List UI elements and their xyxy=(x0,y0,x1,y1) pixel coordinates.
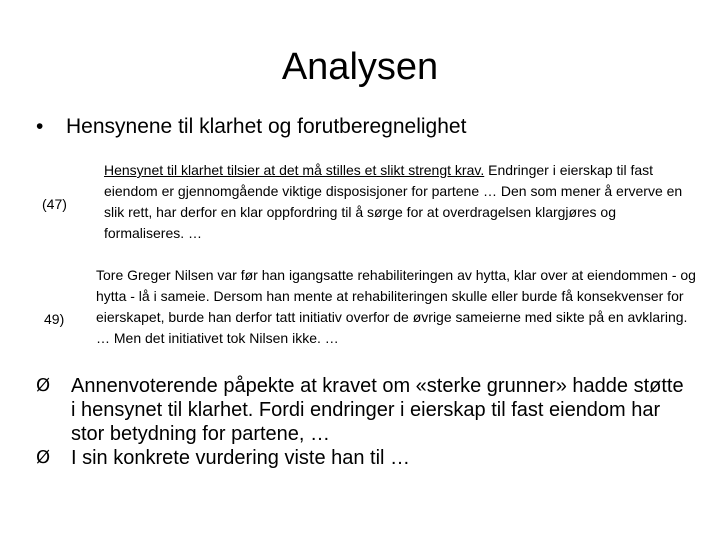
arrow-list-item xyxy=(36,446,686,470)
bullet-dot: • xyxy=(36,115,44,138)
main-bullet-text: Hensynene til klarhet og forutberegnelighet xyxy=(66,115,467,138)
quote-paragraph-49: Tore Greger Nilsen var før han igangsatte rehabiliteringen av hytta, klar over at eiendommen - og hytta - lå i sameie. Dersom han mente at rehabiliteringen skulle eller burde få konsekvenser for eierskapet, burde han derfor tatt initiativ overfor de øvrige sameierne med sikte på en avklaring. … Men det initiativet tok Nilsen ikke. … xyxy=(96,267,696,346)
quote-text: Endringer i eierskap til fast eiendom er gjennomgående viktige disposisjoner for partene … Den som mener å erverve en slik rett, har derfor en klar oppfordring til å sørge for at overdragelsen klargjøres og formaliseres. … xyxy=(104,162,683,241)
quote-underlined-text: Hensynet til klarhet tilsier at det må stilles et slikt strengt krav. xyxy=(104,162,485,178)
quote-number-49: 49) xyxy=(44,311,65,327)
quote-number-47: (47) xyxy=(42,196,67,212)
slide-title: Analysen xyxy=(281,46,439,88)
quote-paragraph-47 xyxy=(104,160,698,244)
arrow-item-text: I sin konkrete vurdering viste han til … xyxy=(71,447,411,469)
arrow-list-item xyxy=(36,374,686,446)
main-bullet xyxy=(36,112,466,142)
arrow-bullet-icon: Ø xyxy=(36,375,51,396)
arrow-bullet-icon: Ø xyxy=(36,447,51,468)
arrow-item-text: Annenvoterende påpekte at kravet om «sterke grunner» hadde støtte i hensynet til klarhet. Fordi endringer i eierskap til fast eiendom har stor betydning for partene, … xyxy=(71,375,684,445)
arrow-bullet-list xyxy=(36,374,686,470)
